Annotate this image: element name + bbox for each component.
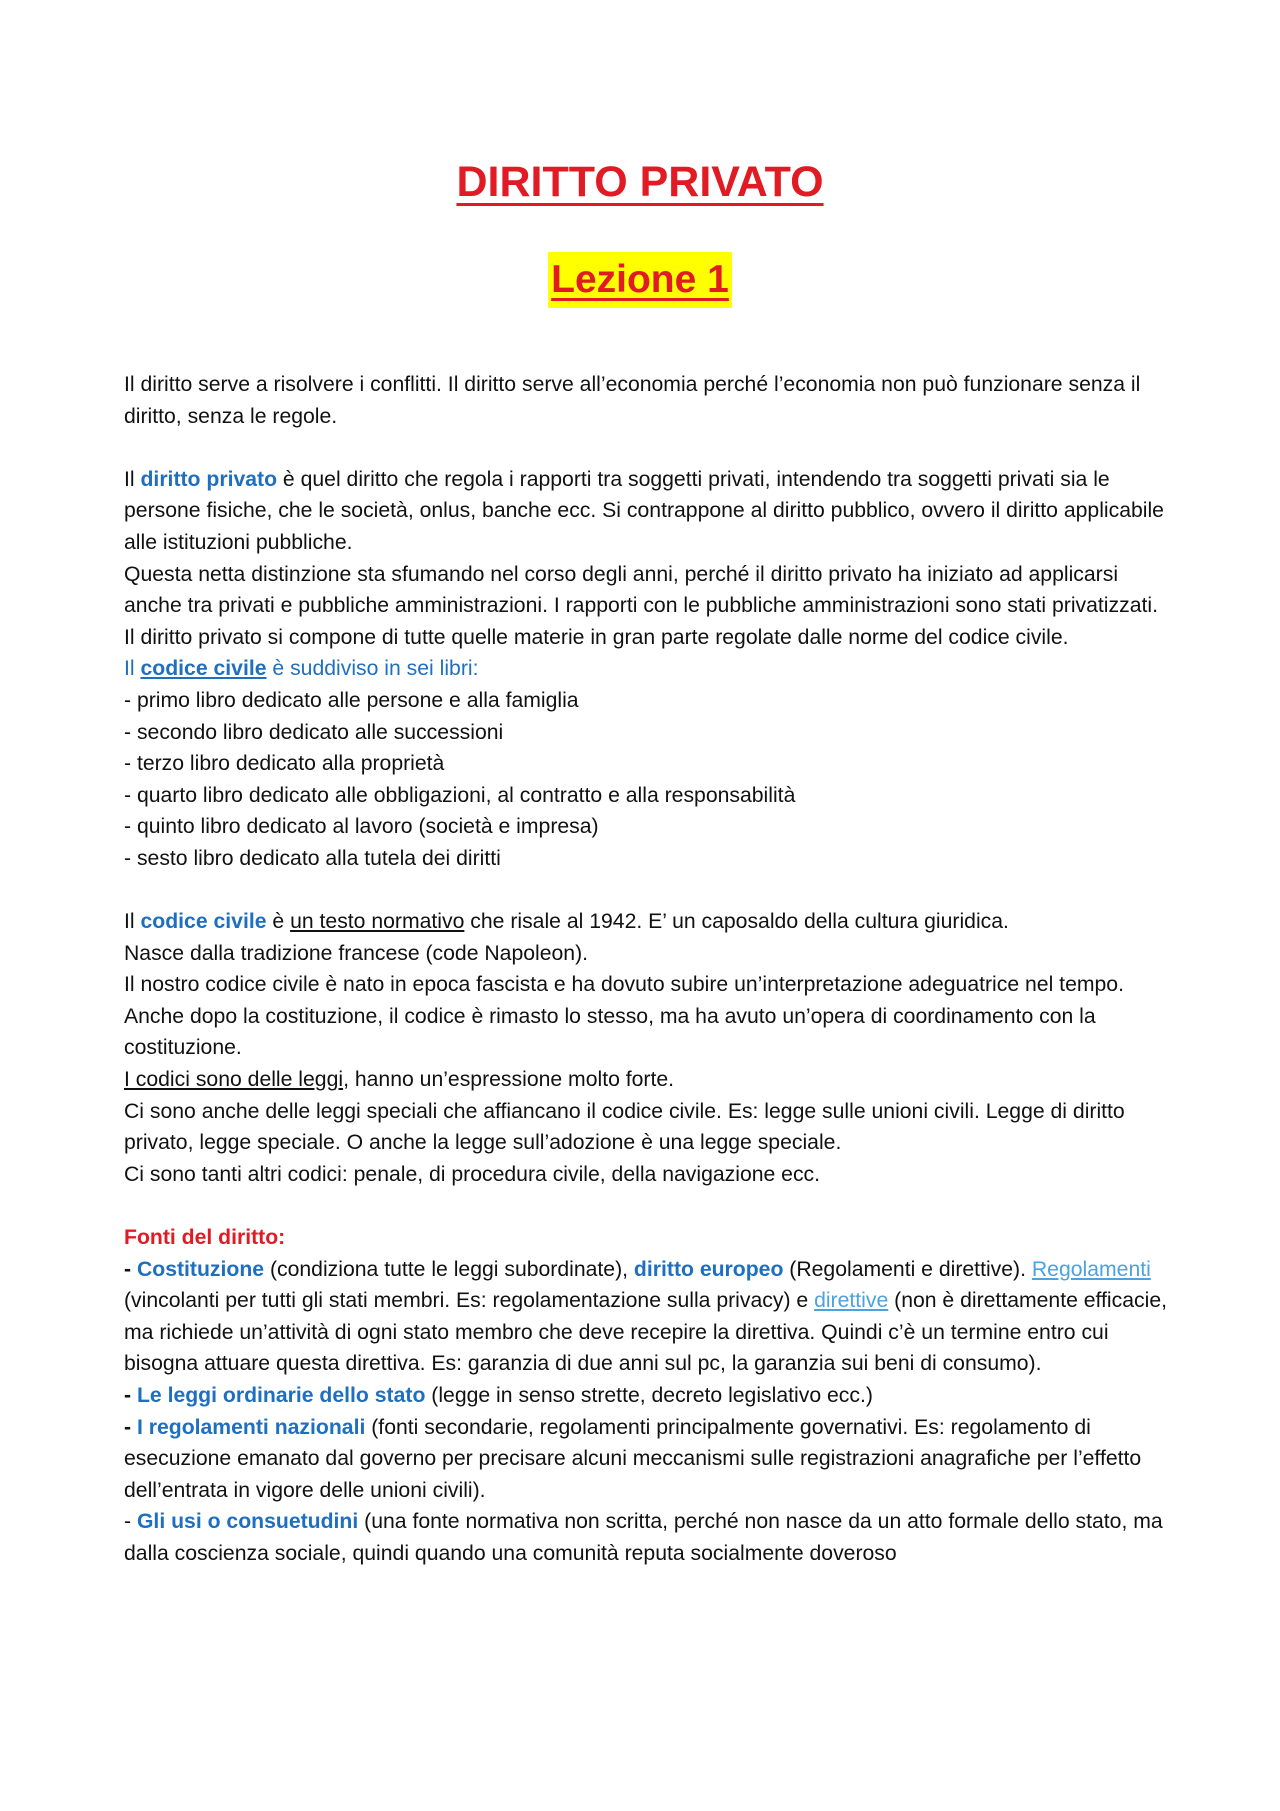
lesson-subtitle: Lezione 1	[548, 252, 732, 308]
source-item-costituzione	[124, 1254, 1174, 1380]
term-codice-civile: codice civile	[140, 657, 267, 681]
list-item: - primo libro dedicato alle persone e alla famiglia	[124, 688, 579, 712]
text-span: (Regolamenti e direttive).	[783, 1257, 1032, 1281]
term-usi-consuetudini: Gli usi o consuetudini	[136, 1510, 359, 1534]
link-direttive[interactable]: direttive	[814, 1289, 889, 1313]
subtitle-wrapper	[0, 252, 1280, 308]
text-span: (fonti secondarie, regolamenti principalmente governativi. Es: regolamento di esecuzione emanato dal governo per precisare alcuni meccanismi sulle registrazioni anagrafiche per l’effetto dell’entrata in vigore delle unioni civili).	[124, 1415, 1142, 1502]
source-item-regolamenti-nazionali	[124, 1412, 1174, 1507]
underlined-phrase: I codici sono delle leggi	[124, 1068, 344, 1092]
text-span: (condiziona tutte le leggi subordinate),	[264, 1257, 634, 1281]
paragraph-gap	[124, 875, 1174, 907]
list-dash: -	[124, 1415, 137, 1439]
text-span: (vincolanti per tutti gli stati membri. Es: regolamentazione sulla privacy) e	[124, 1289, 815, 1313]
source-item-usi-consuetudini	[124, 1506, 1174, 1569]
text-span: (non è direttamente efficacie, ma richiede un’attività di ogni stato membro che deve recepire la direttiva. Quindi c’è un termine entro cui bisogna attuare questa direttiva. Es: garanzia di due anni sul pc, la garanzia sui beni di consumo).	[124, 1289, 1167, 1376]
list-dash: -	[124, 1257, 137, 1281]
paragraph-intro: Il diritto serve a risolvere i conflitti. Il diritto serve all’economia perché l’economia non può funzionare senza il diritto, senza le regole.	[124, 373, 1141, 428]
text-span: Il	[124, 910, 141, 934]
paragraph-leggi-speciali: Ci sono anche delle leggi speciali che affiancano il codice civile. Es: legge sulle unioni civili. Legge di diritto privato, legge speciale. O anche la legge sull’adozione è una legge speciale.	[124, 1099, 1125, 1155]
text-span: , hanno un’espressione molto forte.	[343, 1068, 675, 1092]
list-dash: -	[124, 1510, 137, 1534]
document-body	[124, 369, 1174, 1570]
list-item: - quarto libro dedicato alle obbligazioni, al contratto e alla responsabilità	[124, 783, 796, 807]
term-leggi-ordinarie: Le leggi ordinarie dello stato	[136, 1384, 426, 1407]
paragraph-gap	[124, 432, 1174, 464]
list-dash: -	[124, 1384, 137, 1407]
sources-heading: Fonti del diritto:	[124, 1226, 286, 1250]
list-item: - secondo libro dedicato alle successioni	[124, 720, 504, 744]
paragraph-tradizione: Nasce dalla tradizione francese (code Napoleon).	[124, 941, 589, 965]
term-diritto-europeo: diritto europeo	[633, 1257, 784, 1281]
link-regolamenti[interactable]: Regolamenti	[1031, 1257, 1151, 1281]
underlined-phrase: un testo normativo	[290, 910, 465, 934]
paragraph-diritto-privato	[124, 464, 1174, 559]
paragraph-gap	[124, 1190, 1174, 1222]
list-item: - sesto libro dedicato alla tutela dei diritti	[124, 846, 501, 870]
text-span: Il	[124, 657, 141, 681]
paragraph-materie: Il diritto privato si compone di tutte quelle materie in gran parte regolate dalle norme del codice civile.	[124, 625, 1069, 649]
term-costituzione: Costituzione	[136, 1257, 265, 1281]
paragraph-altri-codici: Ci sono tanti altri codici: penale, di procedura civile, della navigazione ecc.	[124, 1162, 821, 1186]
term-codice-civile: codice civile	[140, 910, 267, 934]
term-regolamenti-nazionali: I regolamenti nazionali	[136, 1415, 366, 1439]
text-span: è	[266, 910, 291, 934]
paragraph-distinzione: Questa netta distinzione sta sfumando nel corso degli anni, perché il diritto privato ha iniziato ad applicarsi anche tra privati e pubbliche amministrazioni. I rapporti con le pubbliche amministrazioni sono stati privatizzati.	[124, 562, 1158, 618]
source-item-leggi-ordinarie	[124, 1380, 1174, 1412]
document-title: DIRITTO PRIVATO	[456, 158, 824, 206]
text-span: (legge in senso strette, decreto legislativo ecc.)	[425, 1384, 873, 1407]
term-diritto-privato: diritto privato	[140, 467, 278, 491]
text-span: Il	[124, 467, 141, 491]
list-item: - quinto libro dedicato al lavoro (società e impresa)	[124, 815, 599, 839]
text-span: che risale al 1942. E’ un caposaldo della cultura giuridica.	[464, 910, 1009, 934]
list-item: - terzo libro dedicato alla proprietà	[124, 752, 445, 776]
text-span: è suddiviso in sei libri:	[266, 657, 479, 681]
text-span: è quel diritto che regola i rapporti tra soggetti privati, intendendo tra soggetti privati sia le persone fisiche, che le società, onlus, banche ecc. Si contrappone al diritto pubblico, ovvero il diritto applicabile alle istituzioni pubbliche.	[124, 467, 1164, 554]
paragraph-epoca-fascista: Il nostro codice civile è nato in epoca fascista e ha dovuto subire un’interpretazione adeguatrice nel tempo. Anche dopo la costituzione, il codice è rimasto lo stesso, ma ha avuto un’opera di coordinamento con la costituzione.	[124, 973, 1124, 1060]
books-intro	[124, 653, 1174, 685]
text-span: (una fonte normativa non scritta, perché non nasce da un atto formale dello stato, ma dalla coscienza sociale, quindi quando una comunità reputa socialmente doveroso	[124, 1510, 1163, 1565]
paragraph-codici-leggi	[124, 1064, 1174, 1096]
paragraph-codice-civile	[124, 906, 1174, 938]
